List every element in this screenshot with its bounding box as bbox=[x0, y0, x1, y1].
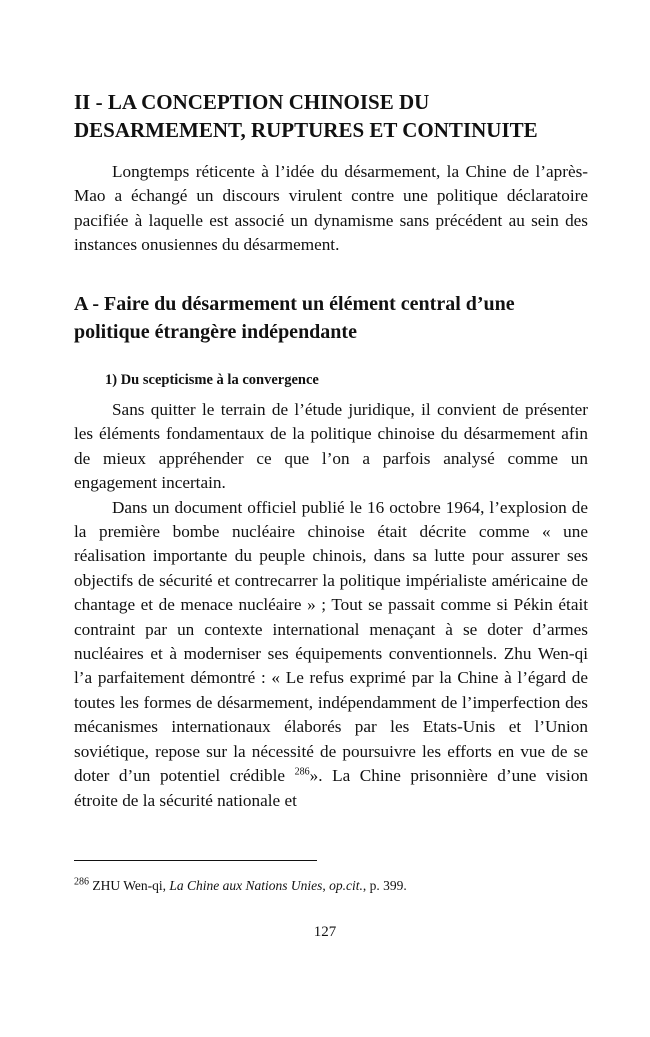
paragraph-2-continuation: ». La Chine prisonnière d’une vision étroite de la sécurité nationale et bbox=[74, 766, 589, 810]
body-text bbox=[74, 398, 588, 813]
subsection-title bbox=[74, 290, 588, 346]
footnote-number: 286 bbox=[74, 876, 89, 888]
subheading: 1) Du scepticisme à la convergence bbox=[105, 372, 319, 388]
footnote-title: La Chine aux Nations Unies bbox=[169, 878, 323, 893]
body-paragraph-1: Sans quitter le terrain de l’étude juridique, il convient de présenter les éléments fondamentaux de la politique chinoise du désarmement afin de mieux appréhender ce que l’on a parfois analysé comme un engagement incertain. bbox=[74, 400, 588, 493]
footnote-separator: , bbox=[322, 878, 330, 893]
subsection-title-line-1: A - Faire du désarmement un élément central d’une bbox=[74, 293, 515, 315]
footnote-reference[interactable]: 286 bbox=[294, 766, 310, 778]
section-title-line-1: II - LA CONCEPTION CHINOISE DU bbox=[74, 90, 430, 114]
intro-paragraph: Longtemps réticente à l’idée du désarmement, la Chine de l’après-Mao a échangé un discours virulent contre une politique déclaratoire pacifiée à laquelle est associé un dynamisme sans précédent au sein des instances onusiennes du désarmement. bbox=[74, 162, 588, 254]
footnote-author: ZHU Wen-qi, bbox=[92, 878, 170, 893]
footnote-divider bbox=[74, 860, 317, 861]
section-title-line-2: DESARMEMENT, RUPTURES ET CONTINUITE bbox=[74, 118, 538, 142]
subsection-title-line-2: politique étrangère indépendante bbox=[74, 321, 357, 343]
section-title bbox=[74, 88, 594, 144]
page-number: 127 bbox=[313, 924, 337, 940]
footnote bbox=[74, 877, 594, 895]
body-paragraph-2 bbox=[74, 496, 588, 813]
footnote-page: , p. 399. bbox=[362, 878, 407, 893]
footnote-ref: op.cit. bbox=[329, 878, 363, 893]
paragraph-2-text: Dans un document officiel publié le 16 octobre 1964, l’explosion de la première bombe nucléaire chinoise était décrite comme « une réalisation importante du peuple chinois, dans sa lutte pour assurer ses objectifs de sécurité et contrecarrer la politique impérialiste américaine de chantage et de menace nucléaire » ; Tout se passait comme si Pékin était contraint par un contexte international menaçant à se doter d’armes nucléaires et à moderniser ses équipements conventionnels. Zhu Wen-qi l’a parfaitement démontré : « Le refus exprimé par la Chine à l’égard de toutes les formes de désarmement, indépendamment de l’imperfection des mécanismes internationaux élaborés par les Etats-Unis et l’Union soviétique, repose sur la nécessité de poursuivre les efforts en vue de se doter d’un potentiel crédible bbox=[74, 497, 588, 786]
